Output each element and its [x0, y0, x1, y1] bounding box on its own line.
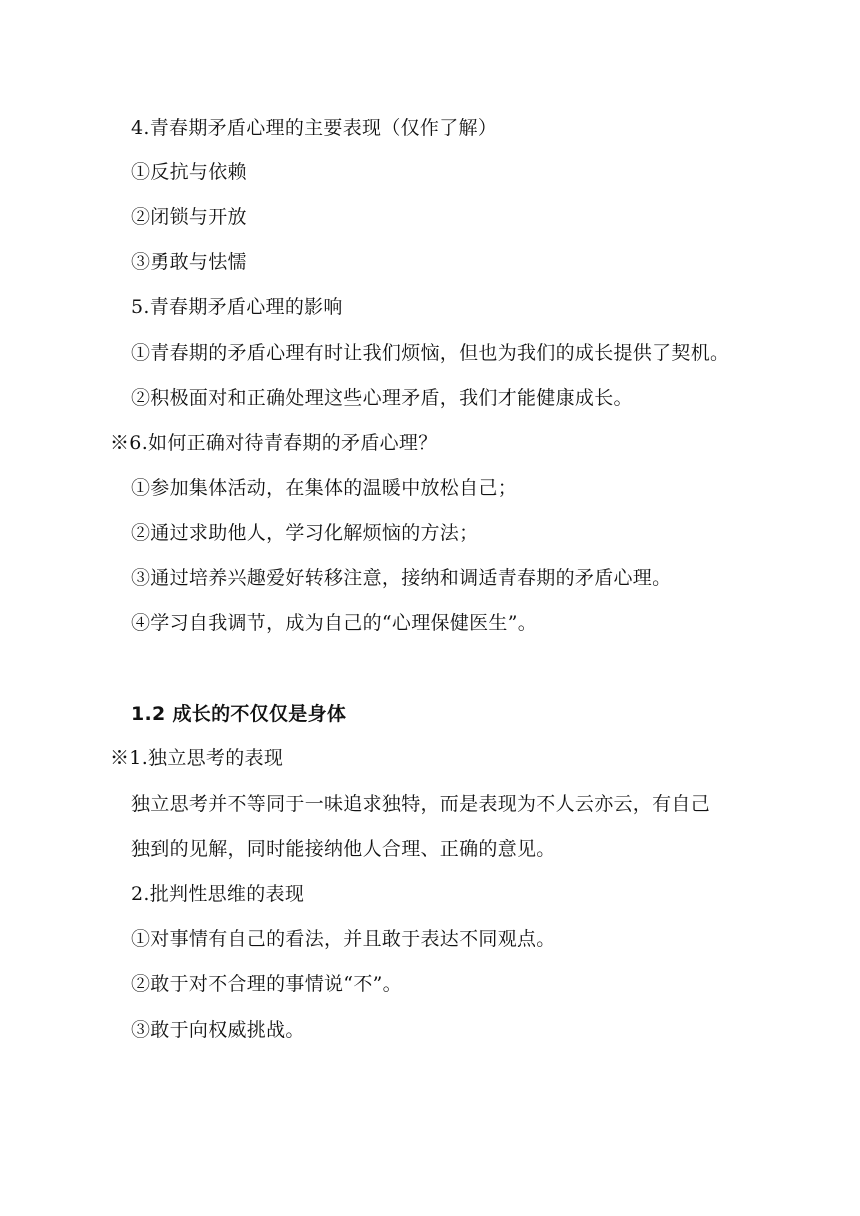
list-item: ①反抗与依赖 — [131, 161, 247, 183]
section-heading-4: 4.青春期矛盾心理的主要表现（仅作了解） — [131, 117, 498, 139]
paragraph-line: 独到的见解，同时能接纳他人合理、正确的意见。 — [131, 838, 556, 860]
section-heading-5: 5.青春期矛盾心理的影响 — [131, 296, 343, 318]
paragraph-line: 独立思考并不等同于一味追求独特，而是表现为不人云亦云，有自己 — [131, 793, 711, 815]
list-item: ②敢于对不合理的事情说“不”。 — [131, 973, 402, 995]
section-heading-1: ※1.独立思考的表现 — [110, 747, 284, 769]
list-item: ③敢于向权威挑战。 — [131, 1019, 305, 1041]
list-item: ②闭锁与开放 — [131, 206, 247, 228]
list-item: ②积极面对和正确处理这些心理矛盾，我们才能健康成长。 — [131, 387, 633, 409]
list-item: ③勇敢与怯懦 — [131, 251, 247, 273]
list-item: ①青春期的矛盾心理有时让我们烦恼，但也为我们的成长提供了契机。 — [131, 342, 730, 364]
section-heading-6: ※6.如何正确对待青春期的矛盾心理？ — [110, 432, 438, 454]
list-item: ②通过求助他人，学习化解烦恼的方法； — [131, 522, 479, 544]
list-item: ④学习自我调节，成为自己的“心理保健医生”。 — [131, 612, 538, 634]
chapter-title: 1.2 成长的不仅仅是身体 — [131, 703, 347, 725]
list-item: ①参加集体活动，在集体的温暖中放松自己； — [131, 477, 518, 499]
section-heading-2: 2.批判性思维的表现 — [131, 883, 305, 905]
list-item: ①对事情有自己的看法，并且敢于表达不同观点。 — [131, 928, 556, 950]
list-item: ③通过培养兴趣爱好转移注意，接纳和调适青春期的矛盾心理。 — [131, 567, 672, 589]
